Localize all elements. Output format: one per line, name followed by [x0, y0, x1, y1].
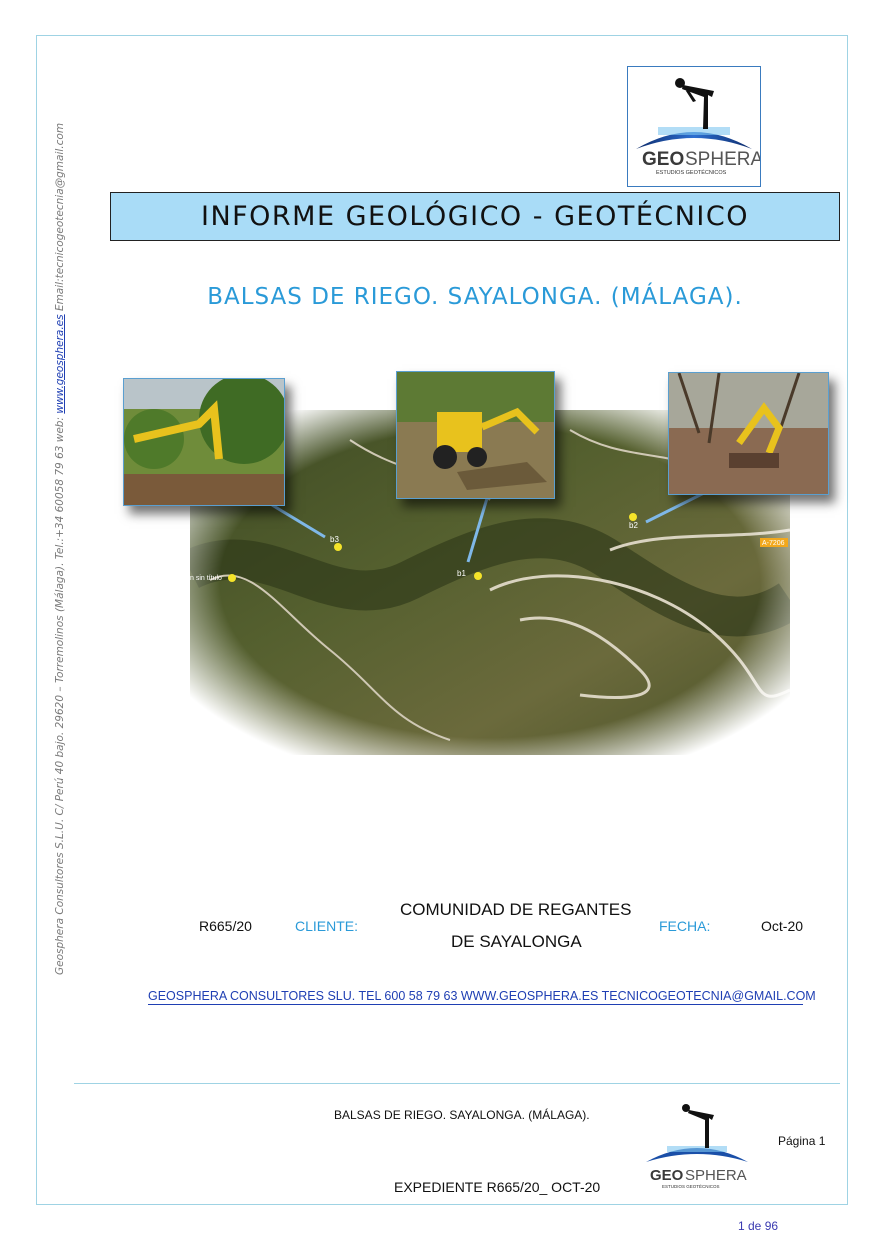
- footer-logo: [642, 1100, 752, 1190]
- borehole-photo-b2: [668, 372, 829, 495]
- marker-b1-label: b1: [457, 569, 466, 578]
- client-name-line1: COMUNIDAD DE REGANTES: [400, 900, 632, 919]
- footer-logo-tagline: ESTUDIOS GEOTÉCNICOS: [662, 1184, 720, 1189]
- place-label: n sin título: [190, 575, 222, 582]
- footer-divider: [74, 1083, 840, 1084]
- marker-b2-label: b2: [629, 521, 638, 530]
- report-title: INFORME GEOLÓGICO - GEOTÉCNICO: [200, 201, 749, 232]
- client-label: CLIENTE:: [295, 918, 359, 934]
- geosphera-footer-logo-icon: [642, 1100, 752, 1190]
- report-date: Oct-20: [761, 918, 804, 934]
- logo-sphera-text: SPHERA: [685, 149, 760, 170]
- company-logo: [627, 66, 761, 187]
- geosphera-logo-icon: [628, 67, 760, 186]
- sidebar-contact-text: [54, 122, 66, 975]
- client-name-line2: DE SAYALONGA: [451, 932, 582, 951]
- footer-logo-geo-text: GEO: [650, 1167, 684, 1184]
- borehole-photo-b1: [396, 371, 555, 499]
- marker-b3-label: b3: [330, 535, 339, 544]
- sidebar-address: Geosphera Consultores S.L.U. C/ Perú 40 bajo. 29620 – Torremolinos (Málaga). Tel.:+34 60058 79 63 web:: [54, 413, 66, 975]
- footer-title: BALSAS DE RIEGO. SAYALONGA. (MÁLAGA).: [334, 1108, 590, 1122]
- report-code: R665/20: [199, 918, 252, 934]
- report-title-box: [110, 192, 840, 241]
- logo-geo-text: GEO: [642, 149, 685, 170]
- sidebar-email: Email:tecnicogeotecnia@gmail.com: [54, 122, 66, 315]
- footer-logo-sphera-text: SPHERA: [685, 1167, 747, 1184]
- project-subtitle: BALSAS DE RIEGO. SAYALONGA. (MÁLAGA).: [207, 284, 743, 310]
- contact-link[interactable]: GEOSPHERA CONSULTORES SLU. TEL 600 58 79 63 WWW.GEOSPHERA.ES TECNICOGEOTECNIA@GMAIL.COM: [148, 989, 816, 1003]
- footer-expediente: EXPEDIENTE R665/20_ OCT-20: [394, 1179, 601, 1195]
- road-label: A-7206: [762, 540, 785, 547]
- sidebar-website-link[interactable]: www.geosphera.es: [54, 314, 66, 414]
- logo-tagline: ESTUDIOS GEOTÉCNICOS: [656, 170, 727, 176]
- borehole-photo-b3: [123, 378, 285, 506]
- pdf-page-count: 1 de 96: [738, 1219, 779, 1233]
- date-label: FECHA:: [659, 918, 711, 934]
- footer-page-number: Página 1: [778, 1134, 826, 1148]
